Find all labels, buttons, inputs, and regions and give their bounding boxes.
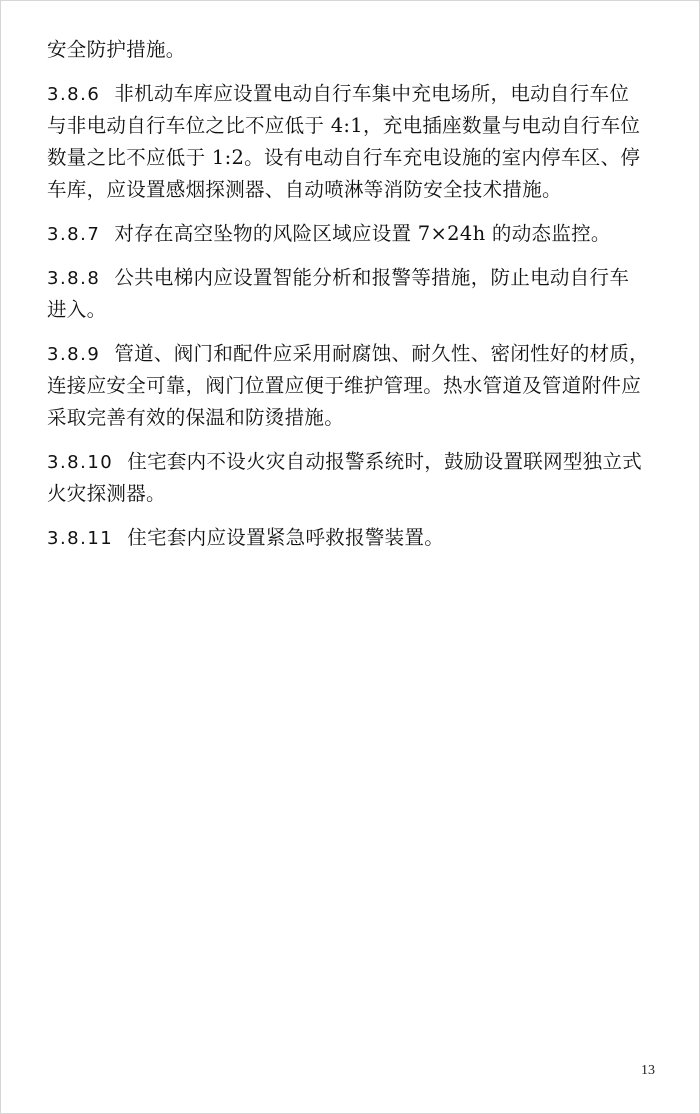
clause-3-8-8 bbox=[47, 262, 659, 326]
clause-text: 公共电梯内应设置智能分析和报警等措施，防止电动自行车 bbox=[114, 266, 630, 289]
body-text-line: 安全防护措施。 bbox=[47, 38, 186, 61]
clause-text: 住宅套内不设火灾自动报警系统时，鼓励设置联网型独立式 bbox=[127, 450, 643, 473]
clause-text: 进入。 bbox=[47, 298, 107, 321]
clause-text: 数量之比不应低于 1:2。设有电动自行车充电设施的室内停车区、停 bbox=[47, 146, 641, 169]
clause-text: 连接应安全可靠，阀门位置应便于维护管理。热水管道及管道附件应 bbox=[47, 374, 642, 397]
clause-number: 3.8.11 bbox=[47, 528, 114, 549]
clause-text: 与非电动自行车位之比不应低于 4:1，充电插座数量与电动自行车位 bbox=[47, 114, 641, 137]
clause-3-8-11 bbox=[47, 522, 659, 554]
clause-text: 管道、阀门和配件应采用耐腐蚀、耐久性、密闭性好的材质， bbox=[114, 342, 649, 365]
clause-text: 采取完善有效的保温和防烫措施。 bbox=[47, 406, 345, 429]
clause-3-8-10 bbox=[47, 446, 659, 510]
clause-text: 非机动车库应设置电动自行车集中充电场所，电动自行车位 bbox=[114, 82, 630, 105]
clause-3-8-7 bbox=[47, 218, 659, 250]
clause-number: 3.8.8 bbox=[47, 268, 101, 289]
clause-text: 车库，应设置感烟探测器、自动喷淋等消防安全技术措施。 bbox=[47, 178, 562, 201]
clause-3-8-6 bbox=[47, 78, 659, 206]
clause-number: 3.8.10 bbox=[47, 452, 114, 473]
clause-number: 3.8.6 bbox=[47, 84, 101, 105]
document-body bbox=[47, 34, 659, 554]
clause-text: 对存在高空坠物的风险区域应设置 7×24h 的动态监控。 bbox=[114, 222, 611, 245]
clause-number: 3.8.7 bbox=[47, 224, 101, 245]
page-number: 13 bbox=[641, 1063, 655, 1078]
clause-number: 3.8.9 bbox=[47, 344, 101, 365]
clause-text: 火灾探测器。 bbox=[47, 482, 166, 505]
clause-3-8-9 bbox=[47, 338, 659, 434]
clause-text: 住宅套内应设置紧急呼救报警装置。 bbox=[127, 526, 445, 549]
